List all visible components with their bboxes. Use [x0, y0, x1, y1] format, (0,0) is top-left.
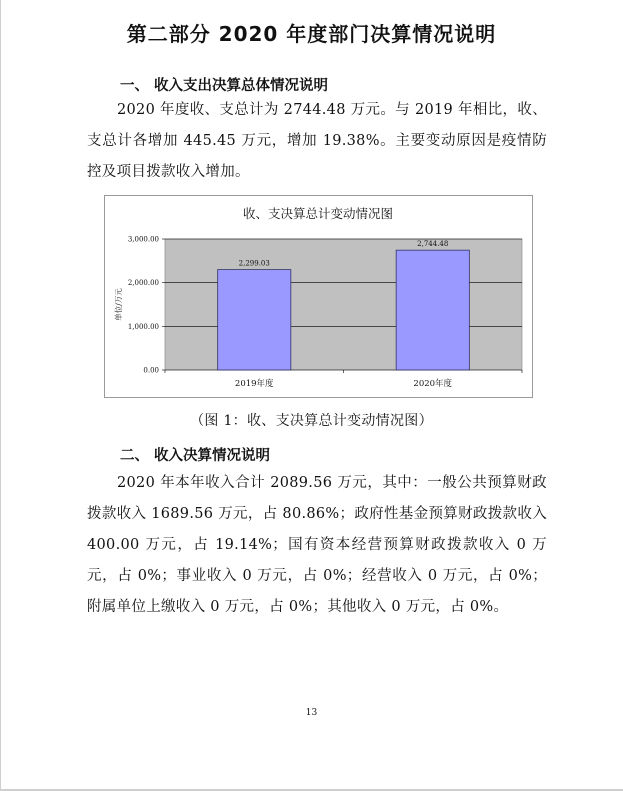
y-tick-label: 1,000.00 [127, 322, 159, 331]
chart-title: 收、支决算总计变动情况图 [242, 206, 394, 221]
bar-chart [105, 196, 532, 397]
section-paragraph-2: 2020 年本年收入合计 2089.56 万元，其中：一般公共预算财政拨款收入 1689.56 万元，占 80.86%；政府性基金预算财政拨款收入 400.00 万元，占 19.14%；国有资本经营预算财政拨款收入 0 万元，占 0%；事业收入 0 万元，占 0%；经营收入 0 万元，占 0%；附属单位上缴收入 0 万元，占 0%；其他收入 0 万元，占 0%。 [87, 475, 547, 615]
bar [396, 250, 469, 370]
section-heading-1: 一、 收入支出决算总体情况说明 [120, 78, 329, 94]
page-number: 13 [305, 708, 318, 718]
y-tick-label: 2,000.00 [127, 279, 159, 288]
page-title: 第二部分 2020 年度部门决算情况说明 [126, 22, 497, 46]
x-tick-label: 2020年度 [413, 379, 453, 389]
section-paragraph-1: 2020 年度收、支总计为 2744.48 万元。与 2019 年相比，收、支总计各增加 445.45 万元，增加 19.38%。主要变动原因是疫情防控及项目拨款收入增加。 [87, 102, 547, 180]
y-tick-label: 3,000.00 [127, 235, 159, 244]
page-edge [0, 0, 1, 791]
y-tick-label: 0.00 [143, 366, 159, 375]
data-label: 2,744.48 [417, 240, 449, 249]
y-axis-label: 单位/万元 [114, 288, 123, 321]
section-heading-2: 二、 收入决算情况说明 [120, 448, 271, 464]
figure-caption: （图 1：收、支决算总计变动情况图） [190, 413, 433, 429]
x-tick-label: 2019年度 [234, 379, 274, 389]
bar [218, 270, 291, 370]
data-label: 2,299.03 [238, 259, 270, 268]
chart-frame [104, 195, 533, 398]
